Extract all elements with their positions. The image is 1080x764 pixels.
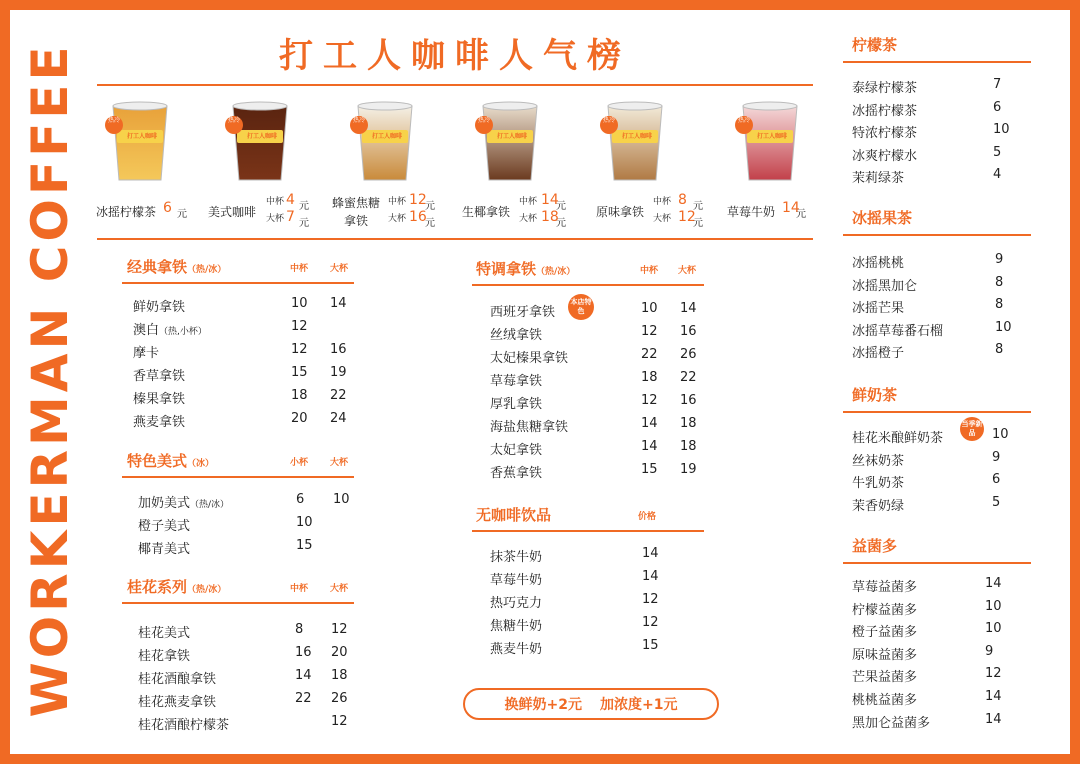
section-underline xyxy=(472,284,704,286)
item-name: 香蕉拿铁 xyxy=(490,466,543,481)
hot-cold-badge: 热冷 xyxy=(105,116,123,134)
section-title-yakult: 益菌多 xyxy=(852,537,898,555)
side-brand xyxy=(20,30,80,730)
section-underline xyxy=(843,234,1031,236)
section-subtitle: （热/冰） xyxy=(536,267,576,277)
item-name: 燕麦牛奶 xyxy=(490,642,543,657)
item-name: 椰青美式 xyxy=(138,542,191,557)
list-item xyxy=(138,622,190,641)
drink-cup-image xyxy=(105,94,175,184)
featured-name: 草莓牛奶 xyxy=(727,205,776,219)
item-price: 10 xyxy=(985,598,1002,614)
item-price-2: 22 xyxy=(330,388,347,403)
list-item xyxy=(133,319,207,338)
list-item xyxy=(133,365,185,384)
section-title-text: 无咖啡饮品 xyxy=(476,506,552,524)
item-price-1: 18 xyxy=(291,388,308,403)
item-price: 4 xyxy=(993,167,1002,183)
item-price-2: 16 xyxy=(330,342,347,357)
featured-size-label: 中杯 xyxy=(266,197,285,207)
list-item xyxy=(490,393,542,412)
hot-cold-badge: 热冷 xyxy=(225,116,243,134)
list-item: 冰摇黑加仑 xyxy=(852,278,918,294)
list-item xyxy=(138,668,216,687)
list-item xyxy=(490,416,568,435)
item-price-1: 10 xyxy=(641,301,658,316)
section-title-text: 特色美式 xyxy=(127,452,188,470)
list-item: 冰摇芒果 xyxy=(852,301,905,317)
section-title-osmanthus xyxy=(127,576,226,597)
featured-unit: 元 xyxy=(693,218,703,229)
list-item xyxy=(490,615,542,634)
item-price-2: 16 xyxy=(680,393,697,408)
item-price-1: 12 xyxy=(642,592,659,607)
item-name: 橙子美式 xyxy=(138,519,191,534)
item-price: 10 xyxy=(985,621,1002,637)
list-item xyxy=(138,714,229,733)
featured-unit: 元 xyxy=(425,218,435,229)
list-item: 冰摇橙子 xyxy=(852,346,905,362)
item-price-2: 26 xyxy=(680,347,697,362)
item-price-1: 14 xyxy=(295,668,312,683)
item-price: 14 xyxy=(985,689,1002,704)
list-item xyxy=(490,546,542,565)
section-title-lemon: 柠檬茶 xyxy=(852,36,898,54)
featured-size-label: 大杯 xyxy=(266,214,285,224)
list-item xyxy=(133,388,185,407)
item-name: 加奶美式 xyxy=(138,496,191,511)
featured-size-price: 7 xyxy=(286,209,295,225)
item-name: 抹茶牛奶 xyxy=(490,550,543,565)
drink-cup-image xyxy=(735,94,805,184)
section-underline xyxy=(472,530,704,532)
item-price: 6 xyxy=(992,472,1001,488)
column-header: 大杯 xyxy=(678,266,697,276)
section-title-text: 桂花系列 xyxy=(127,578,188,596)
list-item xyxy=(138,691,216,710)
section-title-nocoffee xyxy=(476,504,551,525)
drink-cup-image xyxy=(350,94,420,184)
section-title-text: 经典拿铁 xyxy=(127,258,188,276)
list-item: 芒果益菌多 xyxy=(852,670,918,686)
item-price-2: 16 xyxy=(680,324,697,339)
item-price-2: 19 xyxy=(680,462,697,477)
cup-label-text: 打工人咖啡 xyxy=(496,133,527,140)
section-title-fruit: 冰摇果茶 xyxy=(852,209,913,227)
item-price: 14 xyxy=(985,711,1002,727)
item-price-1: 15 xyxy=(641,462,658,477)
item-price: 10 xyxy=(995,319,1012,335)
item-name: 太妃榛果拿铁 xyxy=(490,351,569,366)
section-title-special xyxy=(476,258,575,279)
column-header: 大杯 xyxy=(330,264,349,274)
list-item xyxy=(490,638,542,657)
item-price: 9 xyxy=(995,252,1004,267)
drink-cup-image xyxy=(225,94,295,184)
item-price: 8 xyxy=(995,297,1004,313)
section-underline xyxy=(122,282,354,284)
list-item xyxy=(490,347,568,366)
special-badge-icon: 本店特色 xyxy=(568,294,594,320)
item-price-1: 15 xyxy=(291,365,308,380)
featured-divider xyxy=(97,238,813,240)
item-note: （热/冰） xyxy=(190,500,230,510)
new-badge-icon: 当季新品 xyxy=(960,417,984,441)
list-item xyxy=(133,296,185,315)
item-price-1: 15 xyxy=(296,538,313,553)
item-price-1: 8 xyxy=(295,622,304,637)
list-item: 茉香奶绿 xyxy=(852,498,905,514)
item-price: 5 xyxy=(992,494,1001,510)
list-item: 特浓柠檬茶 xyxy=(852,126,918,142)
item-price-2: 22 xyxy=(680,370,697,385)
column-header: 价格 xyxy=(638,512,657,522)
list-item: 柠檬益菌多 xyxy=(852,602,918,618)
featured-size-label: 大杯 xyxy=(653,214,672,224)
hot-cold-badge: 热冷 xyxy=(475,116,493,134)
item-name: 澳白 xyxy=(133,323,160,338)
item-price-2: 12 xyxy=(331,714,348,729)
item-name: 燕麦拿铁 xyxy=(133,415,186,430)
item-price-2: 10 xyxy=(333,492,350,507)
list-item: 冰摇桃桃 xyxy=(852,256,905,271)
list-item xyxy=(133,342,159,361)
item-price-1: 14 xyxy=(642,546,659,561)
section-title-milktea: 鲜奶茶 xyxy=(852,386,898,404)
column-header: 中杯 xyxy=(290,264,309,274)
item-price-1: 14 xyxy=(641,416,658,431)
featured-unit: 元 xyxy=(556,201,566,212)
featured-size-price: 16 xyxy=(409,209,427,225)
list-item xyxy=(490,592,542,611)
featured-unit: 元 xyxy=(425,201,435,212)
column-header: 大杯 xyxy=(330,584,349,594)
featured-name: 生椰拿铁 xyxy=(462,205,511,219)
item-price-2: 18 xyxy=(680,439,697,454)
item-price-1: 12 xyxy=(291,319,308,334)
list-item: 茉莉绿茶 xyxy=(852,171,905,187)
list-item: 冰摇柠檬茶 xyxy=(852,103,918,119)
item-name: 鲜奶拿铁 xyxy=(133,300,186,315)
item-name: 榛果拿铁 xyxy=(133,392,186,407)
item-price-1: 14 xyxy=(641,439,658,454)
item-name: 摩卡 xyxy=(133,346,160,361)
item-note: （热,小杯） xyxy=(159,327,207,337)
item-price-1: 12 xyxy=(291,342,308,357)
item-name: 草莓牛奶 xyxy=(490,573,543,588)
hot-cold-badge: 热冷 xyxy=(350,116,368,134)
featured-size-label: 中杯 xyxy=(388,197,407,207)
item-name: 桂花酒酿柠檬茶 xyxy=(138,718,230,733)
page-title: 打工人咖啡人气榜 xyxy=(279,36,631,76)
item-price-1: 16 xyxy=(295,645,312,660)
item-price-1: 12 xyxy=(641,393,658,408)
extra-shot-text: 加浓度+1元 xyxy=(600,697,678,713)
item-name: 丝绒拿铁 xyxy=(490,328,543,343)
column-header: 中杯 xyxy=(290,584,309,594)
item-name: 热巧克力 xyxy=(490,596,543,611)
list-item xyxy=(490,301,555,320)
drink-cup-image xyxy=(600,94,670,184)
column-header: 大杯 xyxy=(330,458,349,468)
item-price-2: 18 xyxy=(680,416,697,431)
item-price: 5 xyxy=(993,144,1002,160)
item-price: 6 xyxy=(993,99,1002,115)
item-name: 香草拿铁 xyxy=(133,369,186,384)
featured-price: 6 xyxy=(163,200,172,216)
item-price-2: 14 xyxy=(330,296,347,311)
item-name: 桂花燕麦拿铁 xyxy=(138,695,217,710)
list-item: 牛乳奶茶 xyxy=(852,476,905,492)
featured-unit: 元 xyxy=(177,209,187,220)
featured-size-price: 8 xyxy=(678,192,687,208)
hot-cold-badge: 热冷 xyxy=(600,116,618,134)
item-price-1: 18 xyxy=(641,370,658,385)
section-underline xyxy=(122,476,354,478)
list-item: 泰绿柠檬茶 xyxy=(852,81,918,96)
section-title-text: 特调拿铁 xyxy=(476,260,537,278)
list-item: 冰摇草莓番石榴 xyxy=(852,323,944,339)
featured-name: 美式咖啡 xyxy=(208,205,257,219)
item-price: 10 xyxy=(992,427,1009,442)
section-underline xyxy=(122,602,354,604)
list-item: 桂花米酿鲜奶茶 xyxy=(852,431,944,446)
section-underline xyxy=(843,411,1031,413)
item-price-1: 6 xyxy=(296,492,305,507)
item-price-1: 10 xyxy=(296,515,313,530)
item-name: 厚乳拿铁 xyxy=(490,397,543,412)
list-item xyxy=(138,538,190,557)
item-price: 12 xyxy=(985,666,1002,682)
featured-size-price: 4 xyxy=(286,192,295,208)
list-item: 橙子益菌多 xyxy=(852,625,918,641)
item-name: 桂花美式 xyxy=(138,626,191,641)
cup-label-text: 打工人咖啡 xyxy=(371,133,402,140)
item-price-1: 12 xyxy=(641,324,658,339)
list-item xyxy=(138,645,190,664)
cup-label-text: 打工人咖啡 xyxy=(756,133,787,140)
featured-name: 冰摇柠檬茶 xyxy=(96,205,157,219)
item-price-2: 14 xyxy=(680,301,697,316)
list-item xyxy=(133,411,185,430)
featured-unit: 元 xyxy=(299,201,309,212)
list-item: 原味益菌多 xyxy=(852,647,918,663)
hot-cold-badge: 热冷 xyxy=(735,116,753,134)
title-divider xyxy=(97,84,813,86)
list-item xyxy=(138,492,229,511)
item-price-1: 15 xyxy=(642,638,659,653)
featured-size-label: 大杯 xyxy=(519,214,538,224)
list-item: 丝袜奶茶 xyxy=(852,453,905,469)
item-price: 7 xyxy=(993,77,1002,92)
cup-label-text: 打工人咖啡 xyxy=(126,133,157,140)
section-subtitle: （热/冰） xyxy=(187,585,227,595)
item-price-2: 19 xyxy=(330,365,347,380)
list-item xyxy=(490,439,542,458)
item-price-1: 22 xyxy=(641,347,658,362)
section-title-americano xyxy=(127,450,214,471)
item-price-2: 24 xyxy=(330,411,347,426)
featured-size-label: 中杯 xyxy=(653,197,672,207)
item-price-1: 12 xyxy=(642,615,659,630)
cup-label-text: 打工人咖啡 xyxy=(246,133,277,140)
list-item xyxy=(490,370,542,389)
column-header: 中杯 xyxy=(640,266,659,276)
extra-milk-text: 换鲜奶+2元 xyxy=(504,697,582,713)
item-name: 焦糖牛奶 xyxy=(490,619,543,634)
item-name: 太妃拿铁 xyxy=(490,443,543,458)
item-price: 8 xyxy=(995,342,1004,358)
featured-unit: 元 xyxy=(693,201,703,212)
item-name: 海盐焦糖拿铁 xyxy=(490,420,569,435)
list-item: 冰爽柠檬水 xyxy=(852,148,918,164)
featured-size-label: 中杯 xyxy=(519,197,538,207)
featured-unit: 元 xyxy=(556,218,566,229)
section-underline xyxy=(843,61,1031,63)
item-price: 9 xyxy=(985,643,994,659)
cup-label-text: 打工人咖啡 xyxy=(621,133,652,140)
list-item xyxy=(490,462,542,481)
section-underline xyxy=(843,562,1031,564)
brand-vertical-text: WORKERMAN COFFEE xyxy=(21,42,79,718)
item-name: 西班牙拿铁 xyxy=(490,305,556,320)
extras-pill xyxy=(463,688,719,720)
item-price-2: 18 xyxy=(331,668,348,683)
item-price-1: 10 xyxy=(291,296,308,311)
featured-price: 14 xyxy=(782,200,800,216)
featured-unit: 元 xyxy=(796,209,806,220)
drink-cup-image xyxy=(475,94,545,184)
featured-size-price: 12 xyxy=(678,209,696,225)
item-price-1: 14 xyxy=(642,569,659,584)
item-price-1: 22 xyxy=(295,691,312,706)
list-item: 黑加仑益菌多 xyxy=(852,715,931,731)
item-price-2: 20 xyxy=(331,645,348,660)
featured-name: 原味拿铁 xyxy=(596,205,645,219)
featured-size-price: 14 xyxy=(541,192,559,208)
item-price-2: 26 xyxy=(331,691,348,706)
featured-size-label: 大杯 xyxy=(388,214,407,224)
featured-name: 蜂蜜焦糖拿铁 xyxy=(331,196,380,228)
item-price: 8 xyxy=(995,274,1004,290)
item-name: 草莓拿铁 xyxy=(490,374,543,389)
item-price-1: 20 xyxy=(291,411,308,426)
item-name: 桂花拿铁 xyxy=(138,649,191,664)
section-subtitle: （热/冰） xyxy=(187,265,227,275)
item-price: 10 xyxy=(993,122,1010,138)
item-price: 9 xyxy=(992,449,1001,465)
list-item: 草莓益菌多 xyxy=(852,580,918,595)
featured-size-price: 18 xyxy=(541,209,559,225)
item-price-2: 12 xyxy=(331,622,348,637)
column-header: 小杯 xyxy=(290,458,309,468)
featured-size-price: 12 xyxy=(409,192,427,208)
featured-unit: 元 xyxy=(299,218,309,229)
list-item xyxy=(138,515,190,534)
list-item xyxy=(490,324,542,343)
list-item xyxy=(490,569,542,588)
section-title-classic xyxy=(127,256,226,277)
section-subtitle: （冰） xyxy=(187,459,215,469)
item-name: 桂花酒酿拿铁 xyxy=(138,672,217,687)
item-price: 14 xyxy=(985,576,1002,591)
list-item: 桃桃益菌多 xyxy=(852,693,918,708)
